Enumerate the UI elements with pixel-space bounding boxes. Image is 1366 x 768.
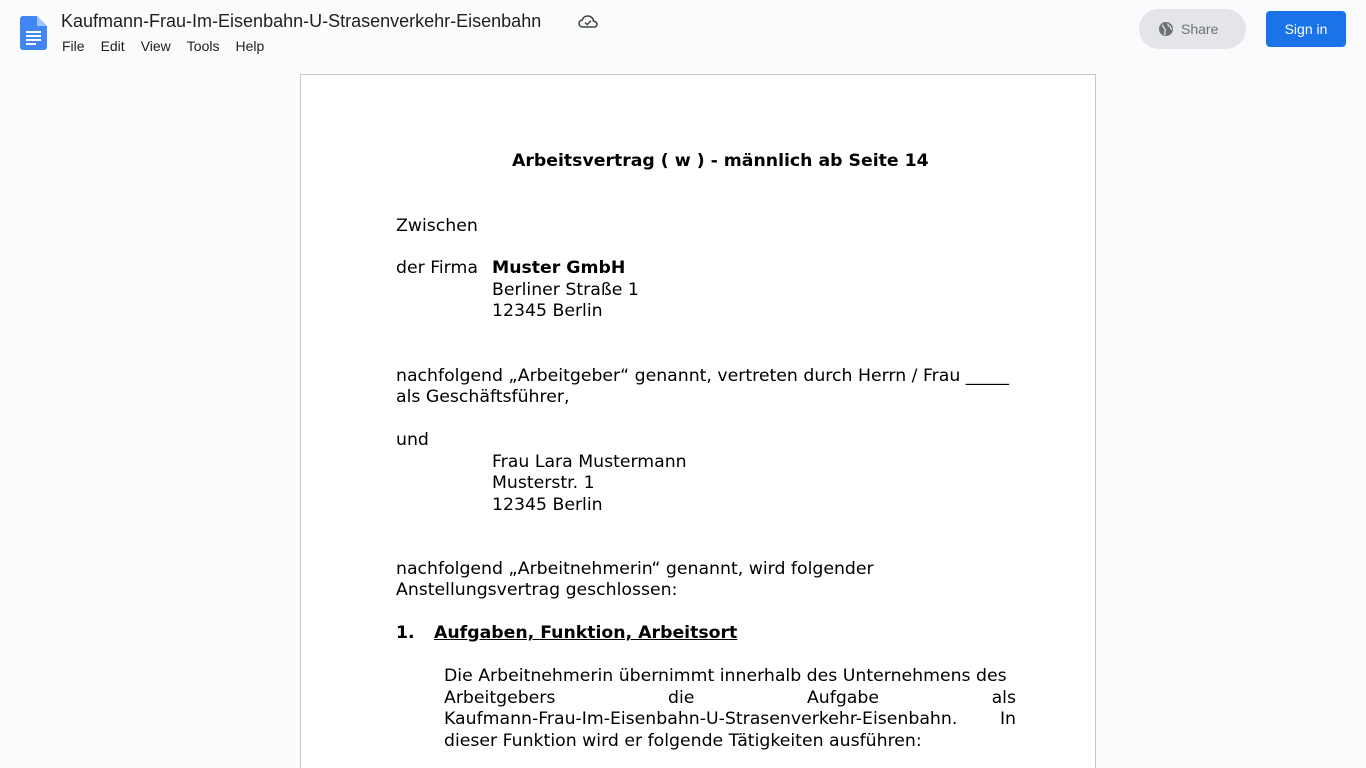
firma-city: 12345 Berlin — [492, 301, 603, 321]
arbeitgeber-line-1: nachfolgend „Arbeitgeber“ genannt, vertreten durch Herrn / Frau _____ — [396, 366, 1009, 386]
menu-file[interactable]: File — [62, 38, 85, 54]
paragraph-1-line-1-text: Die Arbeitnehmerin übernimmt innerhalb des Unternehmens des — [444, 666, 1007, 686]
paragraph-1-line-3 — [444, 709, 1016, 730]
menu-bar — [54, 36, 272, 56]
section-1-title: Aufgaben, Funktion, Arbeitsort — [434, 623, 738, 643]
section-1-number: 1. — [396, 623, 415, 643]
para-word: In — [999, 709, 1016, 729]
arbeitgeber-line-2: als Geschäftsführer, — [396, 387, 570, 407]
menu-tools[interactable]: Tools — [186, 38, 220, 54]
para-word: als — [991, 688, 1016, 708]
employee-street: Musterstr. 1 — [492, 473, 595, 493]
menu-help[interactable]: Help — [235, 38, 265, 54]
share-button[interactable] — [1139, 9, 1246, 49]
globe-icon — [1158, 21, 1174, 37]
text-und: und — [396, 430, 429, 450]
arbeitnehmer-line-2: Anstellungsvertrag geschlossen: — [396, 580, 678, 600]
menu-edit[interactable]: Edit — [100, 38, 125, 54]
signin-button[interactable]: Sign in — [1266, 11, 1346, 47]
firma-label: der Firma — [396, 258, 478, 278]
para-word: Arbeitgebers — [444, 688, 556, 708]
document-heading: Arbeitsvertrag ( w ) - männlich ab Seite 14 — [512, 151, 929, 171]
paragraph-1-line-2 — [444, 688, 1016, 709]
share-label: Share — [1181, 21, 1219, 37]
paragraph-1-line-4: dieser Funktion wird er folgende Tätigkeiten ausführen: — [444, 731, 922, 751]
arbeitnehmer-line-1: nachfolgend „Arbeitnehmerin“ genannt, wird folgender — [396, 559, 874, 579]
app-header — [0, 0, 1366, 64]
document-title[interactable]: Kaufmann-Frau-Im-Eisenbahn-U-Strasenverkehr-Eisenbahn — [61, 11, 542, 31]
cloud-saved-icon[interactable] — [578, 13, 598, 31]
para-word: Kaufmann-Frau-Im-Eisenbahn-U-Strasenverkehr-Eisenbahn. — [444, 709, 958, 729]
google-docs-icon[interactable] — [20, 16, 47, 50]
employee-city: 12345 Berlin — [492, 495, 603, 515]
firma-name: Muster GmbH — [492, 258, 626, 278]
employee-name: Frau Lara Mustermann — [492, 452, 687, 472]
document-page[interactable] — [300, 74, 1096, 768]
text-zwischen: Zwischen — [396, 216, 478, 236]
para-word: die — [668, 688, 695, 708]
firma-street: Berliner Straße 1 — [492, 280, 639, 300]
menu-view[interactable]: View — [140, 38, 171, 54]
para-word: Aufgabe — [806, 688, 880, 708]
paragraph-1-line-1 — [444, 666, 1016, 687]
